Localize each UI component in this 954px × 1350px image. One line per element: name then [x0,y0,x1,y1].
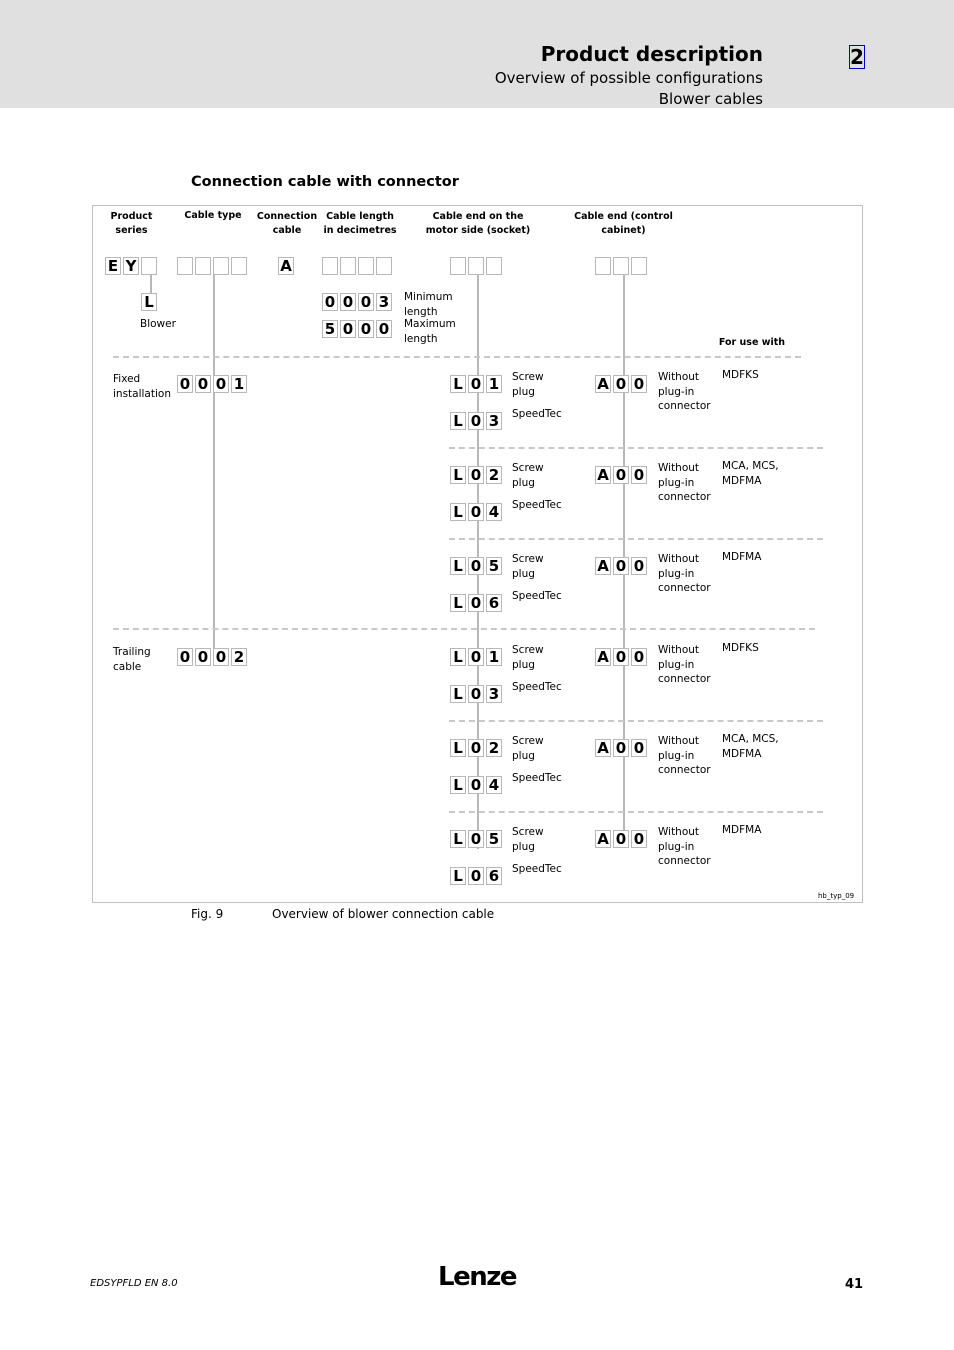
max-length-label: Maximum length [404,318,456,345]
col-header-cable-type: Cable type [184,210,242,221]
motor-side-code-empty-cell [486,257,502,275]
motor-connector-code-cell: 1 [486,648,502,666]
control-end-code-empty-cell [631,257,647,275]
control-end-code-cell: A [595,739,611,757]
separator-line [449,720,823,722]
max-length-code-cell: 0 [340,320,356,338]
connector-label: Screw plug [512,371,544,398]
max-length-code-cell: 0 [376,320,392,338]
motor-connector-code-cell: L [450,466,466,484]
use-with-label: MDFKS [722,369,759,381]
cable-type-label: Trailing cable [113,646,151,673]
motor-connector-code-cell: 6 [486,867,502,885]
motor-connector-code-cell: 4 [486,776,502,794]
control-end-code-cell: 0 [613,648,629,666]
section-title: Connection cable with connector [191,174,459,190]
cable-length-code-empty-cell [358,257,374,275]
connector-label: Screw plug [512,644,544,671]
control-end-code-cell: A [595,557,611,575]
col-header-motor-side: Cable end on the motor side (socket) [425,211,531,236]
connector-label: Screw plug [512,553,544,580]
motor-connector-code-cell: 0 [468,557,484,575]
motor-connector-code-cell: L [450,867,466,885]
cable-type-code-empty-cell [177,257,193,275]
control-end-code-empty-cell [613,257,629,275]
motor-connector-code-cell: 5 [486,830,502,848]
control-end-code-cell: A [595,648,611,666]
motor-side-code-empty-cell [468,257,484,275]
max-length-code-cell: 0 [358,320,374,338]
motor-connector-code-cell: L [450,685,466,703]
motor-connector-code-cell: L [450,375,466,393]
figure-credit: hb_typ_09 [818,892,855,900]
cable-length-code-empty-cell [340,257,356,275]
control-end-code-cell: A [595,375,611,393]
max-length-code-cell: 5 [322,320,338,338]
blower-label: Blower [140,318,176,330]
min-length-code-cell: 0 [340,293,356,311]
separator-line [449,447,823,449]
header-band [0,0,954,108]
connector-label: SpeedTec [512,863,562,875]
figure-caption: Overview of blower connection cable [272,907,495,921]
cable-type-label: Fixed installation [113,373,171,400]
end-label: Without plug-in connector [658,735,711,776]
cable-type-code-cell: 0 [195,375,211,393]
motor-connector-code-cell: 0 [468,648,484,666]
connection-cable-code-cell: A [278,257,294,275]
product-series-code-cell: E [105,257,121,275]
control-end-code-cell: 0 [613,739,629,757]
page-number: 41 [845,1277,864,1292]
page-title: Product description [540,42,763,66]
motor-connector-code-cell: L [450,557,466,575]
motor-connector-code-cell: 5 [486,557,502,575]
cable-type-code-cell: 0 [213,648,229,666]
min-length-code-cell: 3 [376,293,392,311]
figure-number: Fig. 9 [191,907,224,921]
use-with-label: MDFMA [722,824,762,836]
product-series-code-cell [141,257,157,275]
control-end-code-cell: 0 [613,557,629,575]
cable-type-code-empty-cell [195,257,211,275]
cable-type-code-cell: 1 [231,375,247,393]
use-with-label: MDFKS [722,642,759,654]
motor-connector-code-cell: L [450,594,466,612]
connector-label: SpeedTec [512,681,562,693]
motor-connector-code-cell: L [450,503,466,521]
document-id: EDSYPFLD EN 8.0 [90,1278,178,1289]
connector-label: Screw plug [512,826,544,853]
motor-connector-code-cell: 2 [486,739,502,757]
motor-connector-code-cell: 3 [486,412,502,430]
motor-connector-code-cell: 3 [486,685,502,703]
motor-connector-code-cell: L [450,412,466,430]
control-end-code-cell: 0 [631,375,647,393]
motor-connector-code-cell: 4 [486,503,502,521]
page-subtitle-2: Blower cables [658,90,763,108]
connector-label: SpeedTec [512,772,562,784]
connector-label: SpeedTec [512,590,562,602]
control-end-code-cell: 0 [631,830,647,848]
control-end-code-cell: 0 [631,648,647,666]
connector-label: Screw plug [512,462,544,489]
end-label: Without plug-in connector [658,553,711,594]
connector-label: Screw plug [512,735,544,762]
blower-code-cell: L [141,293,157,311]
motor-side-code-empty-cell [450,257,466,275]
separator-line [449,538,823,540]
col-header-cable-length: Cable length in decimetres [323,211,397,236]
motor-connector-code-cell: L [450,830,466,848]
motor-connector-code-cell: 2 [486,466,502,484]
separator-line [113,356,801,358]
col-header-product-series: Product series [110,211,153,236]
brand-logo: Lenze [438,1262,516,1292]
motor-connector-code-cell: 0 [468,503,484,521]
cable-length-code-empty-cell [376,257,392,275]
motor-connector-code-cell: L [450,648,466,666]
use-with-label: MDFMA [722,551,762,563]
control-end-code-cell: 0 [631,466,647,484]
page-subtitle: Overview of possible configurations [494,69,763,87]
motor-connector-code-cell: 0 [468,594,484,612]
motor-connector-code-cell: 0 [468,466,484,484]
motor-connector-code-cell: 0 [468,867,484,885]
blower-connector-line [150,275,152,293]
cable-length-code-empty-cell [322,257,338,275]
figure-frame [92,205,863,903]
min-length-code-cell: 0 [358,293,374,311]
min-length-code-cell: 0 [322,293,338,311]
motor-connector-code-cell: 0 [468,375,484,393]
control-end-code-cell: 0 [613,466,629,484]
control-end-code-cell: 0 [613,830,629,848]
col-header-control-end: Cable end (control cabinet) [574,211,673,236]
control-end-code-cell: 0 [631,739,647,757]
control-end-code-cell: 0 [631,557,647,575]
min-length-label: Minimum length [404,291,453,318]
cable-type-code-cell: 0 [177,375,193,393]
connector-label: SpeedTec [512,499,562,511]
motor-connector-code-cell: L [450,776,466,794]
end-label: Without plug-in connector [658,371,711,412]
cable-type-code-cell: 2 [231,648,247,666]
col-header-for-use-with: For use with [718,337,786,348]
cable-type-line [213,275,215,648]
separator-line [113,628,815,630]
end-label: Without plug-in connector [658,462,711,503]
motor-connector-code-cell: 0 [468,412,484,430]
cable-type-code-cell: 0 [177,648,193,666]
motor-connector-code-cell: 0 [468,776,484,794]
cable-type-code-cell: 0 [195,648,211,666]
connector-label: SpeedTec [512,408,562,420]
col-header-connection-cable: Connection cable [256,211,318,236]
use-with-label: MCA, MCS, MDFMA [722,733,779,760]
motor-connector-code-cell: L [450,739,466,757]
end-label: Without plug-in connector [658,826,711,867]
motor-connector-code-cell: 0 [468,685,484,703]
cable-type-code-empty-cell [213,257,229,275]
end-label: Without plug-in connector [658,644,711,685]
product-series-code-cell: Y [123,257,139,275]
control-end-code-cell: A [595,830,611,848]
motor-connector-code-cell: 0 [468,739,484,757]
control-end-code-cell: A [595,466,611,484]
chapter-badge[interactable]: 2 [850,45,864,69]
use-with-label: MCA, MCS, MDFMA [722,460,779,487]
cable-type-code-empty-cell [231,257,247,275]
control-end-code-cell: 0 [613,375,629,393]
motor-connector-code-cell: 1 [486,375,502,393]
motor-connector-code-cell: 6 [486,594,502,612]
motor-connector-code-cell: 0 [468,830,484,848]
separator-line [449,811,823,813]
cable-type-code-cell: 0 [213,375,229,393]
control-end-code-empty-cell [595,257,611,275]
